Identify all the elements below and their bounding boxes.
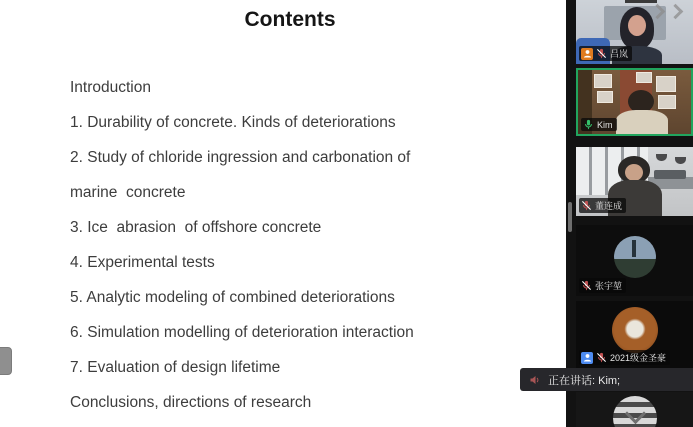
slide-line: Introduction <box>70 79 151 96</box>
slide-contents-list <box>70 70 550 420</box>
scene-shape <box>658 95 676 109</box>
video-sidebar <box>566 0 693 427</box>
muted-mic-icon <box>596 48 607 59</box>
slide-line: 5. Analytic modeling of combined deteriorations <box>70 289 395 306</box>
video-tile-participant-2[interactable] <box>576 68 693 136</box>
slide-line: 7. Evaluation of design lifetime <box>70 359 281 376</box>
participant-name: 吕岚 <box>610 49 629 59</box>
scene-shape <box>625 0 657 3</box>
sidebar-collapse-handle[interactable] <box>0 347 12 375</box>
scene-shape <box>636 72 652 83</box>
scene-shape <box>628 15 646 36</box>
scene-shape <box>656 76 676 92</box>
slide-line: Conclusions, directions of research <box>70 394 312 411</box>
scene-shape <box>625 164 643 181</box>
slide-line: 2. Study of chloride ingression and carbonation of <box>70 149 411 166</box>
video-frame <box>576 392 693 427</box>
slide-title: Contents <box>244 8 336 31</box>
host-person-icon <box>581 48 593 60</box>
member-person-icon <box>581 352 593 364</box>
muted-mic-icon <box>596 352 607 363</box>
participant-name: 张宇堃 <box>595 281 623 291</box>
participant-name-label <box>581 118 617 131</box>
slide-line: 3. Ice abrasion of offshore concrete <box>70 219 322 236</box>
slide-line: 1. Durability of concrete. Kinds of deteriorations <box>70 114 396 131</box>
muted-mic-icon <box>581 280 592 291</box>
speaking-mic-icon <box>583 119 594 130</box>
participant-name-label <box>579 350 670 365</box>
scene-shape <box>675 157 686 164</box>
participant-name: Kim <box>597 119 613 130</box>
scene-shape <box>594 74 612 88</box>
scene-shape <box>616 110 668 136</box>
scene-shape <box>632 240 636 257</box>
slide-line: marine concrete <box>70 184 186 201</box>
participant-name: 2021级金圣豪 <box>610 353 667 363</box>
participant-name-label <box>579 278 626 293</box>
video-tile-participant-6[interactable] <box>576 392 693 427</box>
video-tile-participant-4[interactable] <box>576 225 693 296</box>
participant-name-label <box>579 198 626 213</box>
slide-line: 6. Simulation modelling of deterioration interaction <box>70 324 414 341</box>
speaking-toast-text: 正在讲话: Kim; <box>548 374 621 387</box>
sidebar-scrollbar[interactable] <box>568 202 572 232</box>
video-tile-participant-3[interactable] <box>576 147 693 216</box>
speaking-toast <box>520 368 693 391</box>
speaker-icon <box>529 374 541 386</box>
avatar <box>612 307 658 353</box>
video-tile-participant-5[interactable] <box>576 301 693 368</box>
collapse-chevrons-icon[interactable] <box>652 6 681 17</box>
slide-line: 4. Experimental tests <box>70 254 215 271</box>
scene-shape <box>656 154 667 161</box>
participant-name-label <box>579 46 632 61</box>
scene-shape <box>597 91 613 103</box>
scene-shape <box>654 170 686 179</box>
muted-mic-icon <box>581 200 592 211</box>
participant-name: 董连成 <box>595 201 623 211</box>
